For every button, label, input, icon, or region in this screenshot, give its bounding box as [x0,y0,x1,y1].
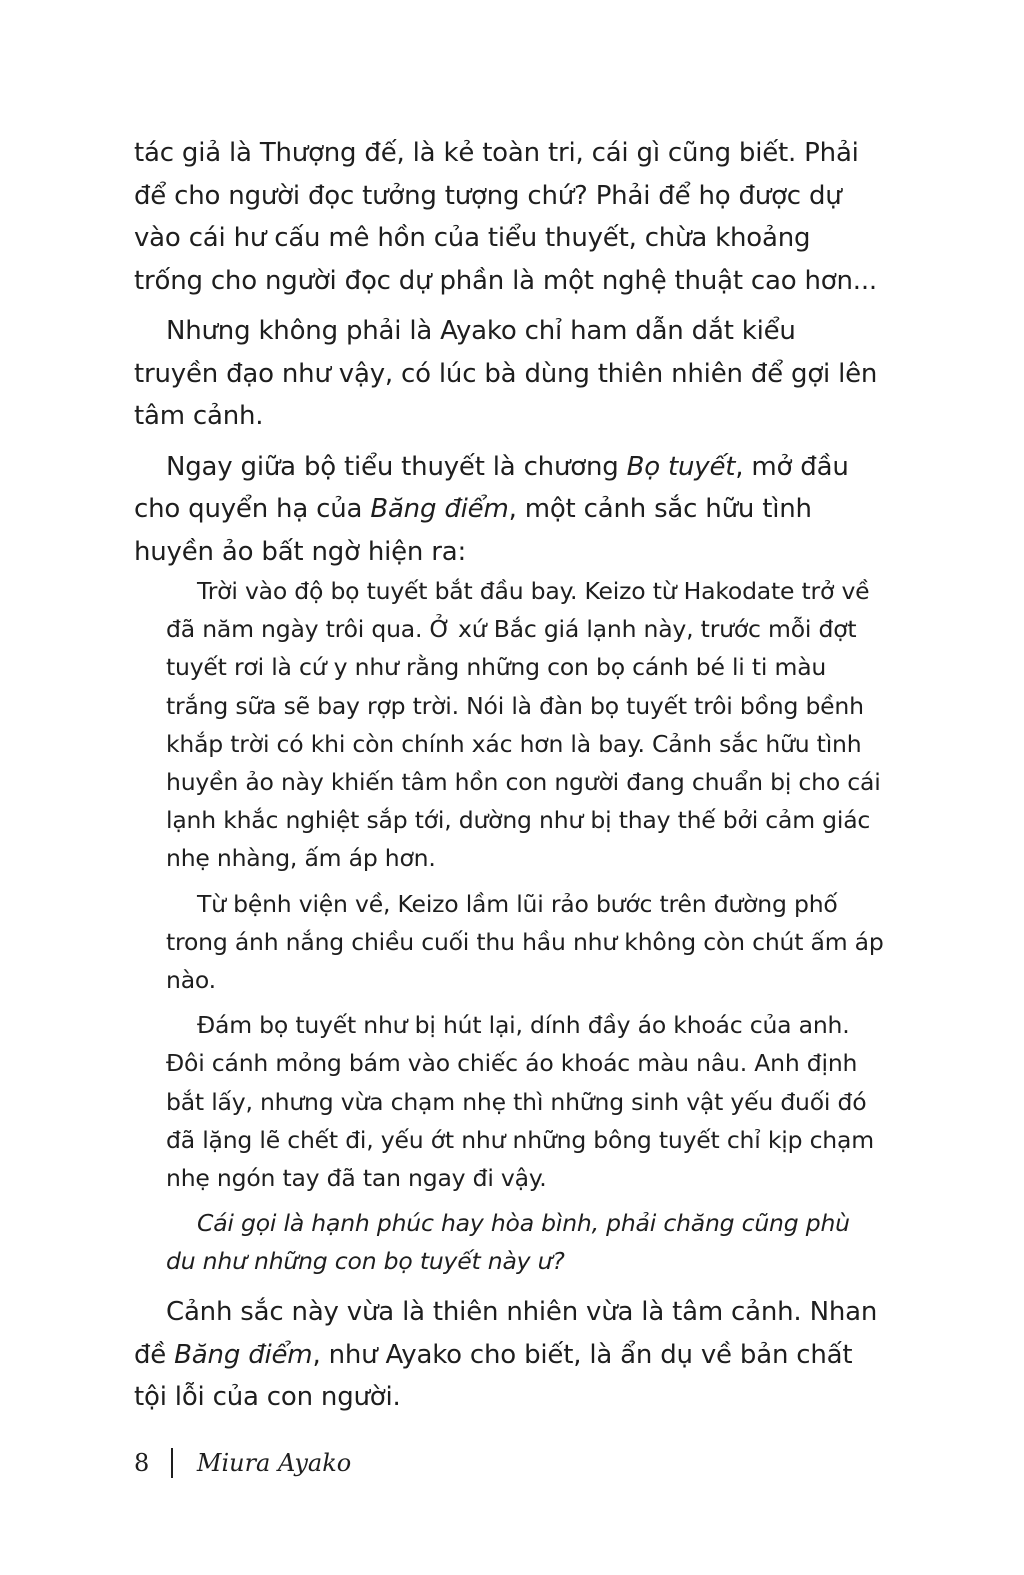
paragraph-3-text-c: , mở đầu cho quyển hạ của [134,451,849,524]
paragraph-4-text-a: Cảnh sắc này vừa là thiên nhiên vừa là tâm cảnh. Nhan đề [134,1297,878,1370]
block-quote [166,572,886,1281]
page-number: 8 [134,1449,150,1477]
footer-divider [171,1448,173,1478]
page-footer [134,1448,351,1478]
book-title-bang-diem-2: Băng điểm [174,1339,313,1370]
paragraph-4 [134,1291,886,1419]
running-author: Miura Ayako [196,1449,352,1477]
body-text-top [134,132,886,573]
quote-paragraph-4 [166,1204,886,1280]
paragraph-4-text-c: , như Ayako cho biết, là ẩn dụ về bản chất tội lỗi của con người. [134,1339,853,1412]
paragraph-3-text-a: Ngay giữa bộ tiểu thuyết là chương [166,451,627,482]
body-text-bottom [134,1291,886,1419]
quote-paragraph-3: Đám bọ tuyết như bị hút lại, dính đầy áo khoác của anh. Đôi cánh mỏng bám vào chiếc áo khoác màu nâu. Anh định bắt lấy, nhưng vừa chạm nhẹ thì những sinh vật yếu đuối đó đã lặng lẽ chết đi, yếu ớt như những bông tuyết chỉ kịp chạm nhẹ ngón tay đã tan ngay đi vậy. [166,1011,874,1193]
quote-paragraph-4-italic: Cái gọi là hạnh phúc hay hòa bình, phải chăng cũng phù du như những con bọ tuyết này ư? [166,1209,850,1276]
book-title-bang-diem: Băng điểm [370,494,509,524]
quote-paragraph-2: Từ bệnh viện về, Keizo lầm lũi rảo bước trên đường phố trong ánh nắng chiều cuối thu hầu như không còn chút ấm áp nào. [166,889,884,995]
paragraph-1: tác giả là Thượng đế, là kẻ toàn tri, cái gì cũng biết. Phải để cho người đọc tưởng tượng chứ? Phải để họ được dự vào cái hư cấu mê hồn của tiểu thuyết, chừa khoảng trống cho người đọc dự phần là một nghệ thuật cao hơn... [134,138,877,296]
paragraph-3-text-e: , một cảnh sắc hữu tình huyền ảo bất ngờ hiện ra: [134,494,812,567]
quote-paragraph-1: Trời vào độ bọ tuyết bắt đầu bay. Keizo từ Hakodate trở về đã năm ngày trôi qua. Ở xứ Bắc giá lạnh này, trước mỗi đợt tuyết rơi là cứ y như rằng những con bọ cánh bé li ti màu trắng sữa sẽ bay rợp trời. Nói là đàn bọ tuyết trôi bồng bềnh khắp trời có khi còn chính xác hơn là bay. Cảnh sắc hữu tình huyền ảo này khiến tâm hồn con người đang chuẩn bị cho cái lạnh khắc nghiệt sắp tới, dường như bị thay thế bởi cảm giác nhẹ nhàng, ấm áp hơn. [166,577,881,873]
paragraph-2: Nhưng không phải là Ayako chỉ ham dẫn dắt kiểu truyền đạo như vậy, có lúc bà dùng thiên nhiên để gợi lên tâm cảnh. [134,316,878,431]
chapter-title-bo-tuyet: Bọ tuyết [626,451,736,482]
paragraph-3 [134,446,886,574]
